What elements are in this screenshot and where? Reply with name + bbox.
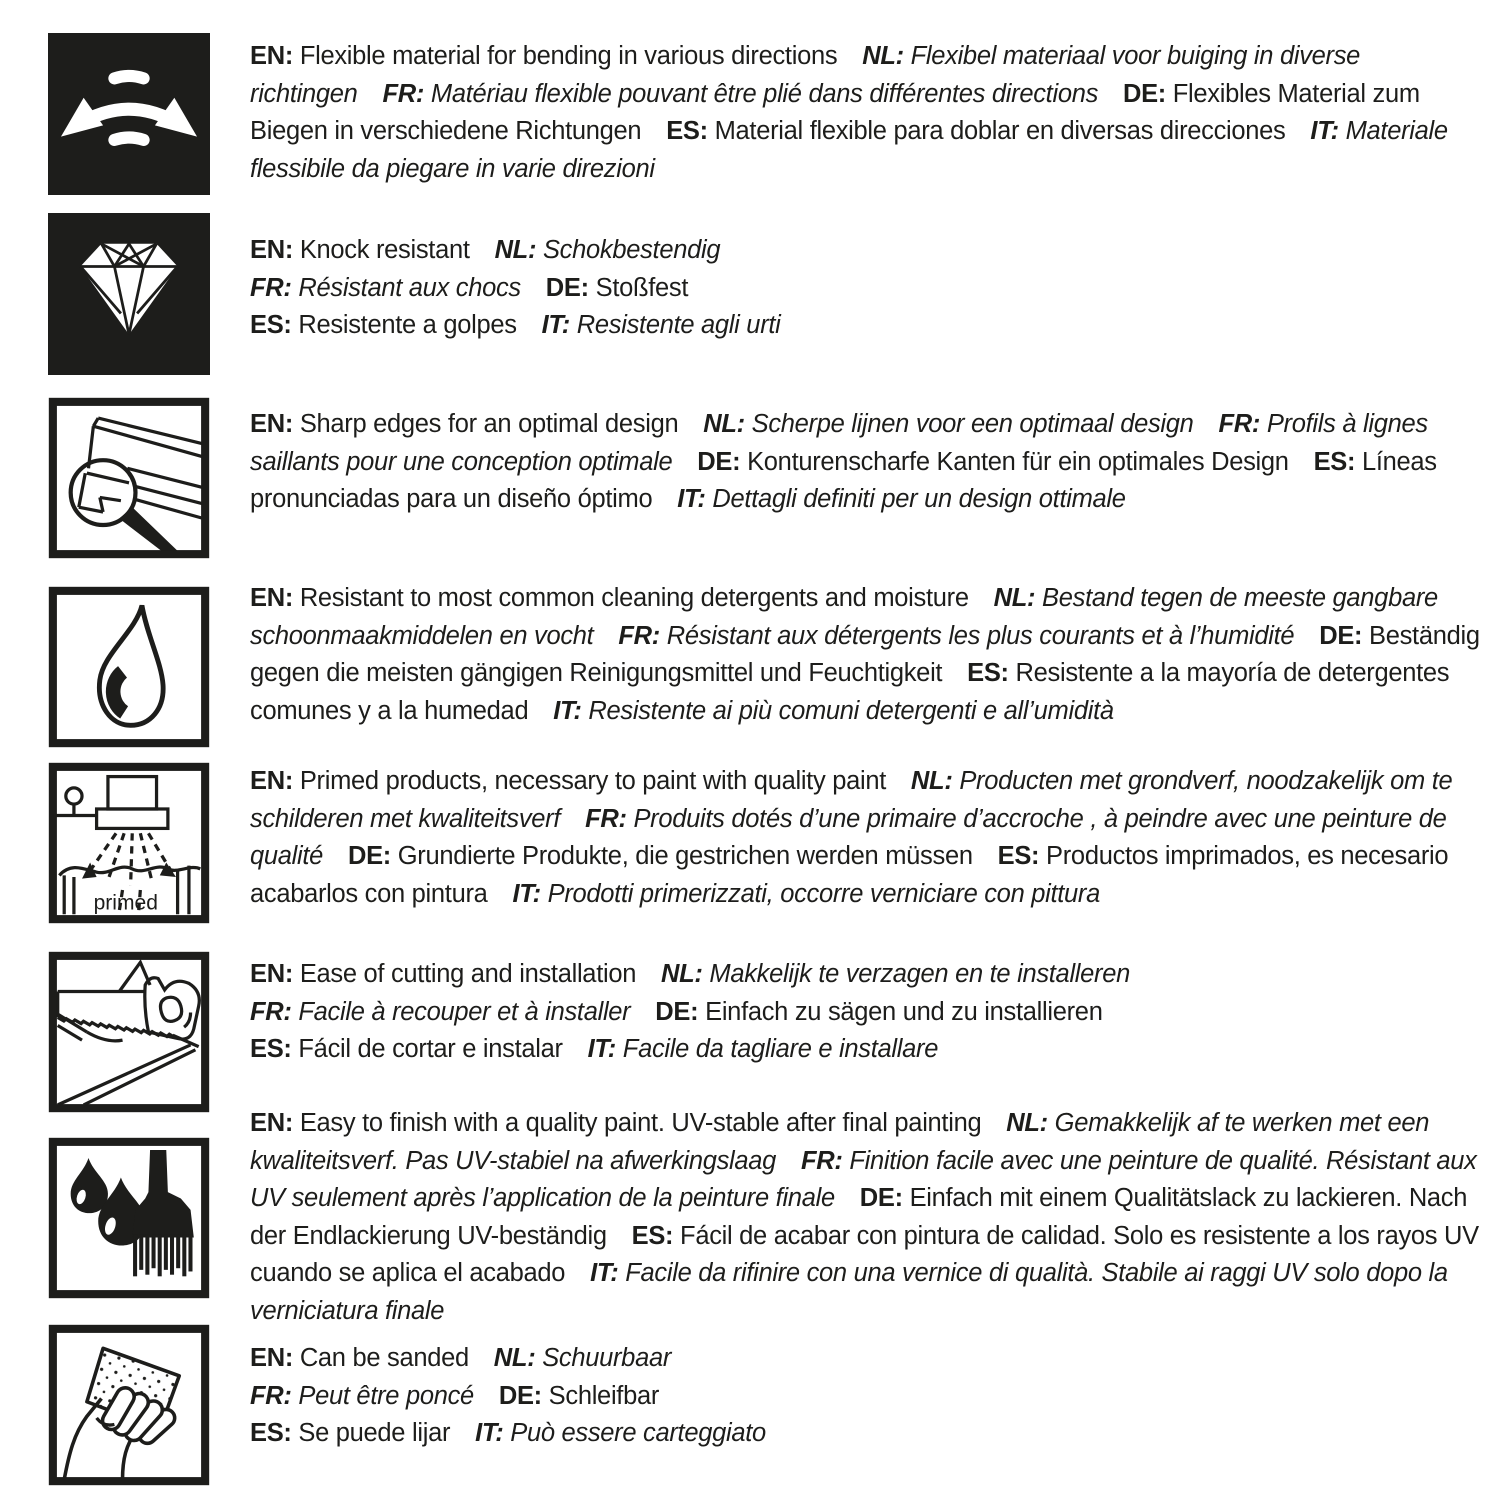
lang-label-es: ES: bbox=[631, 1221, 674, 1250]
feature-text-it: Prodotti primerizzati, occorre verniciare con pittura bbox=[547, 879, 1101, 908]
lang-label-it: IT: bbox=[1310, 117, 1339, 145]
lang-label-es: ES: bbox=[666, 117, 708, 145]
feature-text-en: Sharp edges for an optimal design bbox=[299, 410, 679, 438]
lang-label-it: IT: bbox=[541, 311, 570, 339]
lang-label-nl: NL: bbox=[703, 410, 745, 438]
lang-label-it: IT: bbox=[512, 879, 541, 908]
lang-label-de: DE: bbox=[347, 842, 391, 870]
feature-text-block bbox=[250, 763, 1485, 913]
feature-text-es: Se puede lijar bbox=[298, 1419, 451, 1447]
feature-text-nl: Scherpe lijnen voor een optimaal design bbox=[751, 410, 1194, 438]
feature-text-it: Materiale flessibile da piegare in varie direzioni bbox=[250, 117, 1448, 183]
feature-text-en: Flexible material for bending in various directions bbox=[299, 42, 838, 70]
primed-label: primed bbox=[93, 891, 158, 915]
lang-label-nl: NL: bbox=[862, 42, 904, 70]
lang-label-es: ES: bbox=[250, 311, 292, 339]
lang-label-it: IT: bbox=[590, 1259, 619, 1287]
lang-label-it: IT: bbox=[677, 485, 706, 513]
feature-text-es: Productos imprimados, es necesario acabarlos con pintura bbox=[250, 842, 1449, 908]
flex-arrows-icon bbox=[48, 33, 210, 195]
lang-label-de: DE: bbox=[545, 273, 589, 302]
feature-text-it: Dettagli definiti per un design ottimale bbox=[712, 485, 1126, 513]
paint-drops-brush-icon bbox=[48, 1137, 210, 1299]
feature-text-it: Facile da tagliare e installare bbox=[622, 1035, 939, 1063]
feature-text-nl: Schokbestendig bbox=[542, 236, 721, 264]
feature-text-en: Primed products, necessary to paint with quality paint bbox=[299, 767, 887, 795]
lang-label-en: EN: bbox=[250, 1344, 294, 1372]
lang-label-de: DE: bbox=[1122, 79, 1166, 108]
lang-label-es: ES: bbox=[1313, 447, 1356, 476]
lang-label-en: EN: bbox=[250, 584, 294, 612]
lang-label-en: EN: bbox=[250, 767, 294, 795]
feature-text-en: Knock resistant bbox=[299, 236, 470, 264]
feature-text-block bbox=[250, 1105, 1485, 1330]
lang-label-nl: NL: bbox=[494, 236, 537, 264]
feature-text-de: Einfach mit einem Qualitätslack zu lackieren. Nach der Endlackierung UV-beständig bbox=[250, 1184, 1468, 1250]
sanding-hand-icon bbox=[48, 1324, 210, 1486]
diamond-icon bbox=[48, 213, 210, 375]
feature-text-block bbox=[250, 956, 1485, 1069]
feature-text-de: Schleifbar bbox=[548, 1381, 660, 1410]
feature-text-block bbox=[250, 406, 1485, 519]
lang-label-fr: FR: bbox=[250, 997, 292, 1026]
feature-text-it: Resistente agli urti bbox=[576, 311, 781, 339]
feature-text-de: Flexibles Material zum Biegen in verschiedene Richtungen bbox=[250, 79, 1420, 145]
feature-text-fr: Produits dotés d’une primaire d’accroche , à peindre avec une peinture de qualité bbox=[250, 804, 1447, 870]
lang-label-nl: NL: bbox=[493, 1344, 536, 1372]
feature-text-en: Easy to finish with a quality paint. UV-stable after final painting bbox=[299, 1109, 982, 1137]
lang-label-de: DE: bbox=[655, 997, 699, 1026]
lang-label-fr: FR: bbox=[585, 804, 627, 833]
lang-label-es: ES: bbox=[997, 842, 1040, 870]
lang-label-nl: NL: bbox=[993, 584, 1036, 612]
feature-text-es: Fácil de acabar con pintura de calidad. Solo es resistente a los rayos UV cuando se aplica el acabado bbox=[250, 1221, 1479, 1287]
lang-label-fr: FR: bbox=[382, 79, 425, 108]
feature-text-de: Beständig gegen die meisten gängigen Reinigungsmittel und Feuchtigkeit bbox=[250, 621, 1480, 687]
lang-label-fr: FR: bbox=[1218, 410, 1261, 438]
feature-text-fr: Profils à lignes saillants pour une conception optimale bbox=[250, 410, 1428, 476]
lang-label-en: EN: bbox=[250, 960, 294, 988]
lang-label-de: DE: bbox=[498, 1381, 542, 1410]
lang-label-nl: NL: bbox=[1006, 1109, 1048, 1137]
lang-label-es: ES: bbox=[967, 659, 1009, 687]
lang-label-it: IT: bbox=[475, 1419, 504, 1447]
feature-text-fr: Facile à recouper et à installer bbox=[298, 997, 631, 1026]
feature-text-de: Stoßfest bbox=[595, 273, 689, 302]
feature-text-nl: Schuurbaar bbox=[542, 1344, 672, 1372]
feature-text-de: Einfach zu sägen und zu installieren bbox=[705, 997, 1103, 1026]
lang-label-en: EN: bbox=[250, 1109, 294, 1137]
feature-text-block bbox=[250, 580, 1485, 730]
lang-label-fr: FR: bbox=[250, 273, 292, 302]
lang-label-it: IT: bbox=[553, 696, 582, 725]
feature-text-nl: Makkelijk te verzagen en te installeren bbox=[709, 960, 1131, 988]
feature-text-en: Resistant to most common cleaning detergents and moisture bbox=[299, 584, 969, 612]
feature-text-it: Resistente ai più comuni detergenti e all’umidità bbox=[588, 696, 1114, 725]
feature-text-block bbox=[250, 38, 1485, 188]
feature-text-fr: Résistant aux détergents les plus courants et à l’humidité bbox=[666, 621, 1295, 650]
hand-saw-icon bbox=[48, 951, 210, 1113]
lang-label-it: IT: bbox=[587, 1035, 616, 1063]
lang-label-fr: FR: bbox=[618, 621, 660, 650]
lang-label-en: EN: bbox=[250, 236, 294, 264]
feature-text-fr: Résistant aux chocs bbox=[298, 273, 521, 302]
lang-label-nl: NL: bbox=[910, 767, 953, 795]
lang-label-nl: NL: bbox=[661, 960, 703, 988]
feature-text-es: Líneas pronunciadas para un diseño óptimo bbox=[250, 447, 1437, 513]
lang-label-es: ES: bbox=[250, 1419, 292, 1447]
feature-text-fr: Finition facile avec une peinture de qualité. Résistant aux UV seulement après l’application de la peinture finale bbox=[250, 1146, 1477, 1212]
feature-text-fr: Matériau flexible pouvant être plié dans différentes directions bbox=[430, 79, 1099, 108]
lang-label-de: DE: bbox=[859, 1184, 903, 1212]
feature-text-en: Can be sanded bbox=[299, 1344, 469, 1372]
feature-text-it: Facile da rifinire con una vernice di qualità. Stabile ai raggi UV solo dopo la verniciatura finale bbox=[250, 1259, 1448, 1325]
lang-label-fr: FR: bbox=[250, 1381, 292, 1410]
feature-text-en: Ease of cutting and installation bbox=[299, 960, 637, 988]
lang-label-es: ES: bbox=[250, 1035, 292, 1063]
feature-text-nl: Gemakkelijk af te werken met een kwaliteitsverf. Pas UV-stabiel na afwerkingslaag bbox=[250, 1109, 1430, 1175]
lang-label-de: DE: bbox=[697, 447, 741, 476]
feature-text-es: Resistente a golpes bbox=[298, 311, 517, 339]
feature-text-es: Material flexible para doblar en diversas direcciones bbox=[714, 117, 1286, 145]
lang-label-fr: FR: bbox=[800, 1146, 843, 1175]
feature-text-nl: Producten met grondverf, noodzakelijk om te schilderen met kwaliteitsverf bbox=[250, 767, 1453, 833]
feature-text-block bbox=[250, 232, 1485, 345]
feature-text-de: Grundierte Produkte, die gestrichen werden müssen bbox=[397, 842, 973, 870]
lang-label-en: EN: bbox=[250, 410, 294, 438]
feature-text-block bbox=[250, 1340, 1485, 1453]
lang-label-de: DE: bbox=[1319, 621, 1363, 650]
feature-text-nl: Flexibel materiaal voor buiging in diverse richtingen bbox=[250, 42, 1361, 108]
feature-text-de: Konturenscharfe Kanten für ein optimales Design bbox=[747, 447, 1289, 476]
lang-label-en: EN: bbox=[250, 42, 294, 70]
feature-text-fr: Peut être poncé bbox=[298, 1381, 474, 1410]
sharp-edge-magnifier-icon bbox=[48, 397, 210, 559]
primer-spray-icon bbox=[48, 762, 210, 924]
feature-text-es: Fácil de cortar e instalar bbox=[298, 1035, 563, 1063]
water-drop-icon bbox=[48, 586, 210, 748]
feature-text-it: Può essere carteggiato bbox=[510, 1419, 766, 1447]
feature-text-nl: Bestand tegen de meeste gangbare schoonmaakmiddelen en vocht bbox=[250, 584, 1438, 650]
feature-text-es: Resistente a la mayoría de detergentes comunes y a la humedad bbox=[250, 659, 1450, 725]
